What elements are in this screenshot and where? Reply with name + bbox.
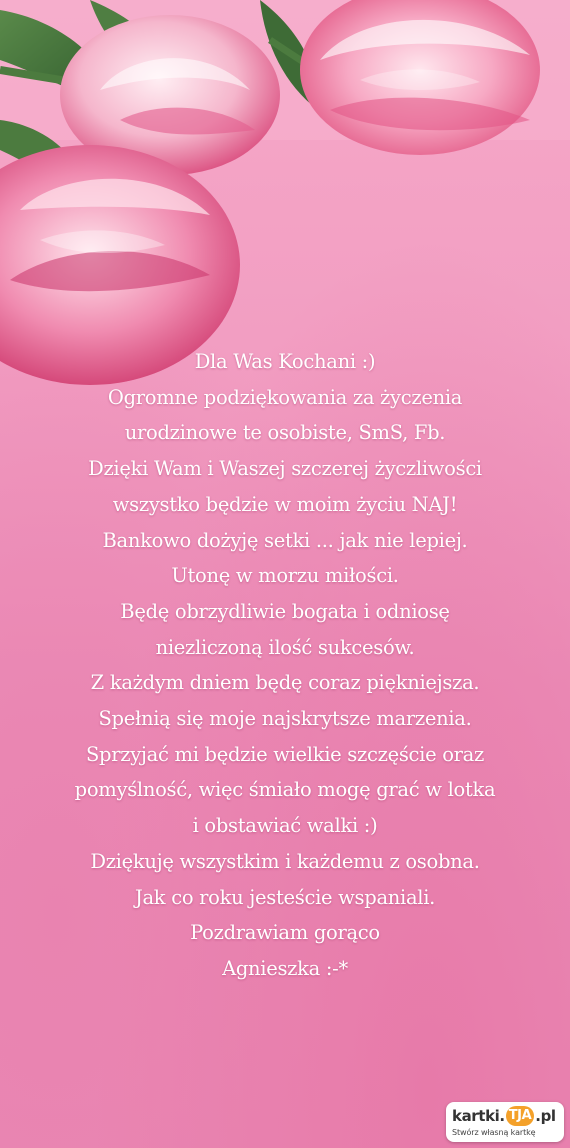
logo-text: [452, 1105, 556, 1127]
message-line: Spełnią się moje najskrytsze marzenia.: [98, 707, 472, 731]
message-line: wszystko będzie w moim życiu NAJ!: [112, 492, 458, 516]
message-line: Dzięki Wam i Waszej szczerej życzliwości: [88, 457, 482, 481]
logo-prefix: kartki.: [452, 1107, 505, 1125]
logo-suffix: .pl: [535, 1107, 556, 1125]
message-line: i obstawiać walki :): [192, 814, 378, 838]
message-line: pomyślność, więc śmiało mogę grać w lotka: [74, 778, 496, 802]
message-line: Sprzyjać mi będzie wielkie szczęście oraz: [85, 742, 484, 766]
pink-roses-icon: [0, 0, 570, 390]
message-line: niezliczoną ilość sukcesów.: [155, 635, 415, 659]
message-line: Bankowo dożyję setki ... jak nie lepiej.: [102, 528, 468, 552]
message-line: urodzinowe te osobiste, SmS, Fb.: [124, 421, 446, 445]
message-line: Jak co roku jesteście wspaniali.: [134, 885, 436, 909]
message-line: Z każdym dniem będę coraz piękniejsza.: [90, 671, 480, 695]
message-line: Dla Was Kochani :): [194, 350, 376, 373]
message-line: Agnieszka :-*: [222, 956, 348, 980]
logo-tagline: Stwórz własną kartkę: [452, 1128, 536, 1137]
card-message: [20, 344, 550, 987]
message-line: Utonę w morzu miłości.: [171, 564, 399, 588]
kartki-tja-logo-link[interactable]: [446, 1102, 564, 1142]
message-line: Dziękuję wszystkim i każdemu z osobna.: [90, 849, 480, 873]
logo-brand: TJA: [506, 1106, 535, 1126]
message-line: Ogromne podziękowania za życzenia: [107, 385, 463, 409]
message-line: Będę obrzydliwie bogata i odniosę: [120, 599, 450, 623]
message-line: Pozdrawiam gorąco: [190, 921, 380, 945]
